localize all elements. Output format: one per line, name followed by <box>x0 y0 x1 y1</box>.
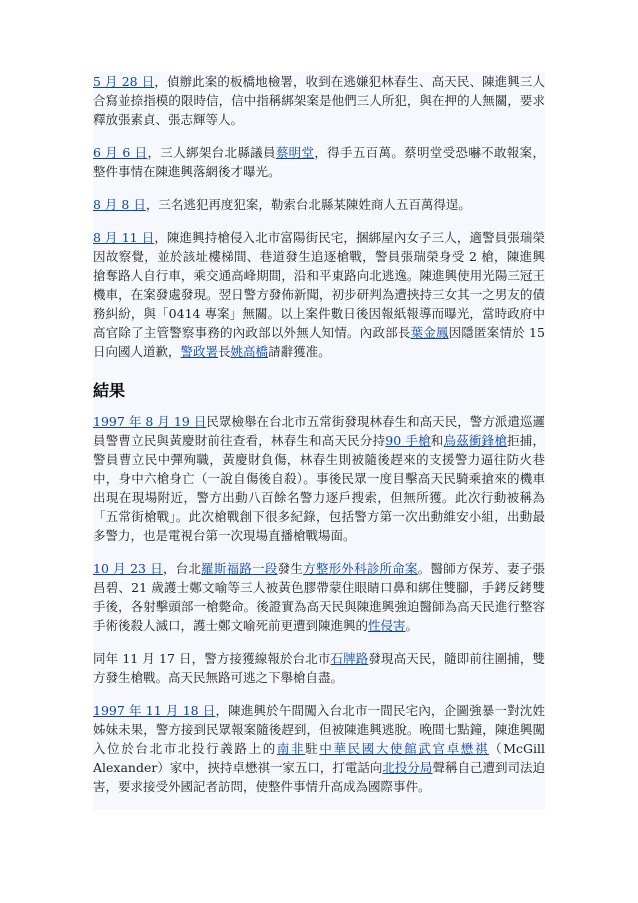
text: （McGill Alexander）家中，挾持卓懋祺一家五口，打電話向 <box>93 741 545 775</box>
text: 聲稱自己遭到司法迫害，要求接受外國記者訪問，使整件事情升高成為國際事件。 <box>93 760 545 794</box>
paragraph-may-28 <box>93 72 545 129</box>
topic-link-sexual-assault[interactable]: 性侵害 <box>368 618 406 633</box>
date-link-aug-8[interactable]: 8 月 8 日 <box>93 197 146 212</box>
date-link-jun-6[interactable]: 6 月 6 日 <box>93 145 148 160</box>
text: ，陳進興於午間闖入台北市一間民宅內，企圖強暴一對沈姓姊妹未果，警方接到民眾報案隨後趕到，但被陳進興逃脫。晚間七點鐘，陳進興闖入位於台北市北投行義路上的 <box>93 703 545 756</box>
section-heading-results: 結果 <box>93 381 126 400</box>
person-link-yeh-chin-feng[interactable]: 葉金鳳 <box>410 325 449 340</box>
text: ，陳進興持槍侵入北市富陽街民宅，捆綁屋內女子三人，適警員張瑞榮因故察覺，並於該址樓梯間、巷道發生追逐槍戰，警員張瑞榮身受 2 槍，陳進興搶奪路人自行車，乘交通高峰期間，沿和平東路向北逃逸。陳進興使用光陽三冠王機車，在案發處發現。翌日警方發佈新聞，初步研判為遭挾持三女其一之男友的債務糾紛，與「0414 專案」無關。以上案件數日後因報紙報導而曝光，當時政府中高官除了主管警察事務的內政部以外無人知情。內政部長 <box>93 230 545 340</box>
date-link-may-28[interactable]: 5 月 28 日 <box>93 74 155 89</box>
date-link-1997-nov-18[interactable]: 1997 年 11 月 18 日 <box>93 703 216 718</box>
paragraph-nov-17 <box>93 649 545 687</box>
text: 同年 11 月 17 日，警方接獲線報於台北市 <box>93 651 331 666</box>
text: ，台北 <box>162 561 202 576</box>
date-link-aug-11[interactable]: 8 月 11 日 <box>93 230 155 245</box>
country-link-south-africa[interactable]: 南非 <box>276 741 306 756</box>
date-link-oct-23[interactable]: 10 月 23 日 <box>93 561 163 576</box>
text: 請辭獲准。 <box>268 344 331 359</box>
agency-link-beitou-precinct[interactable]: 北投分局 <box>382 760 433 775</box>
date-link-1997-aug-19[interactable]: 1997 年 8 月 19 日 <box>93 414 207 429</box>
person-link-attache[interactable]: 中華民國大使館武官卓懋祺 <box>319 741 490 756</box>
paragraph-jun-6 <box>93 143 545 181</box>
text: ，偵辦此案的板橋地檢署，收到在逃嫌犯林春生、高天民、陳進興三人合寫並捺指模的限時信，信中指稱綁架案是他們三人所犯，與在押的人無關，要求釋放張素貞、張志輝等人。 <box>93 74 545 127</box>
text: 和 <box>430 433 444 448</box>
person-link-yao-kao-chiao[interactable]: 姚高橋 <box>230 344 269 359</box>
weapon-link-uzi[interactable]: 烏茲衝鋒槍 <box>443 433 508 448</box>
paragraph-aug-11 <box>93 228 545 361</box>
agency-link-npa[interactable]: 警政署 <box>180 344 219 359</box>
text: 駐 <box>305 741 320 756</box>
paragraph-aug-8 <box>93 195 545 214</box>
paragraph-nov-18 <box>93 701 545 796</box>
text: ，得手五百萬。蔡明堂受恐嚇不敢報案，整件事情在陳進興落網後才曝光。 <box>93 145 545 179</box>
place-link-roosevelt-road[interactable]: 羅斯福路一段 <box>201 561 278 576</box>
text: 因隱匿案情於 15 日向國人道歉， <box>93 325 545 359</box>
text: 。 <box>405 618 419 633</box>
text: 長 <box>218 344 231 359</box>
paragraph-aug-19 <box>93 412 545 545</box>
place-link-shipai-road[interactable]: 石牌路 <box>330 651 369 666</box>
article-body <box>93 72 545 810</box>
text: 拒捕，警員曹立民中彈殉職，黃慶財負傷，林春生則被隨後趕來的支援警力逼往防火巷中，身中六槍身亡（一說自傷後自殺）。事後民眾一度目擊高天民騎乘搶來的機車出現在現場附近，警方出動八百餘名警力逐戶搜索，但無所獲。此次行動被稱為「五常街槍戰」。此次槍戰創下很多紀錄，包括警方第一次出動維安小組，出動最多警力，也是電視台第一次現場直播槍戰場面。 <box>93 433 545 543</box>
person-link-tsai-ming-tang[interactable]: 蔡明堂 <box>275 145 315 160</box>
text: ，三名逃犯再度犯案，勒索台北縣某陳姓商人五百萬得逞。 <box>145 197 471 212</box>
text: 發生 <box>277 561 304 576</box>
weapon-link-90-pistol[interactable]: 90 手槍 <box>385 433 431 448</box>
paragraph-oct-23 <box>93 559 545 635</box>
case-link-clinic-murder[interactable]: 方整形外科診所命案 <box>303 561 418 576</box>
text: 。醫師方保芳、妻子張昌碧、21 歲護士鄭文喻等三人被黃色膠帶蒙住眼睛口鼻和綁住雙腳，手銬反銬雙手後，各射擊頭部一槍斃命。後證實為高天民與陳進興強迫醫師為高天民進行整容手術後殺人滅口，護士鄭文喻死前更遭到陳進興的 <box>93 561 545 633</box>
text: 發現高天民，隨即前往圍捕，雙方發生槍戰。高天民無路可逃之下舉槍自盡。 <box>93 651 545 685</box>
text: 民眾檢舉在台北市五常街發現林春生和高天民，警方派遣巡邏員警曹立民與黃慶財前往查看，林春生和高天民分持 <box>93 414 545 448</box>
text: ，三人綁架台北縣議員 <box>147 145 276 160</box>
